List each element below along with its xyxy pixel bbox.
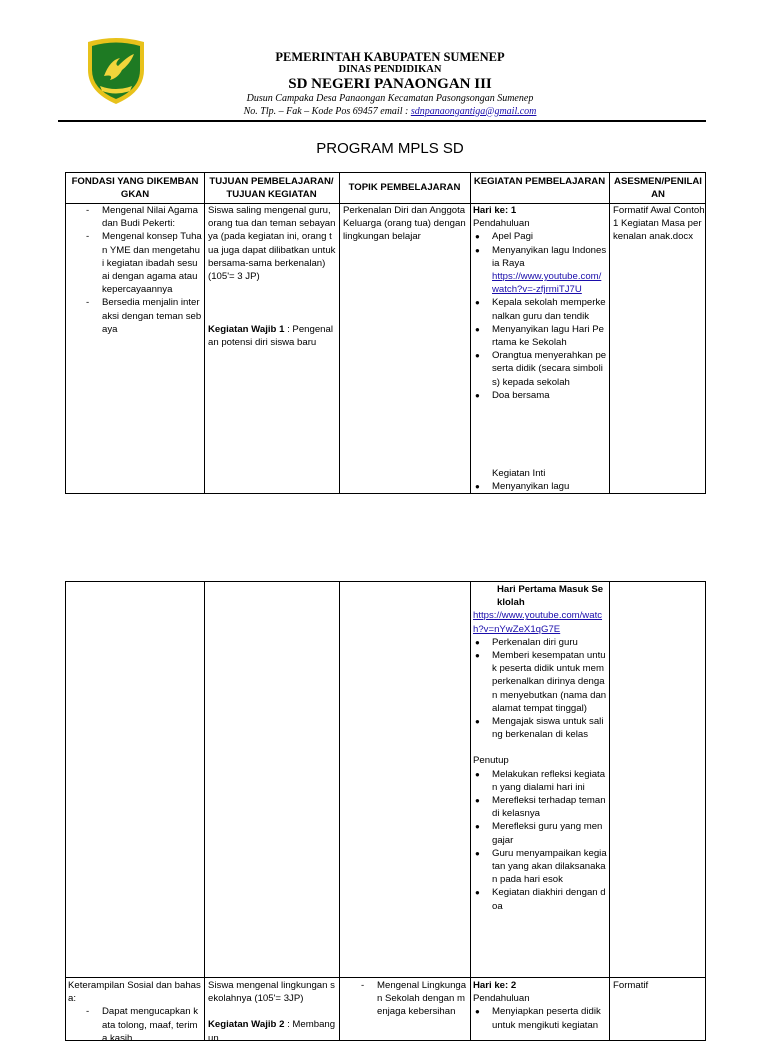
fondasi-intro: Keterampilan Sosial dan bahasa: [68,980,201,1005]
list-item: ● Perkenalan diri guru [473,636,607,649]
letterhead-address: Dusun Campaka Desa Panaongan Kecamatan Pasongsongan Sumenep [246,93,534,104]
letterhead-government: PEMERINTAH KABUPATEN SUMENEP [275,50,505,64]
song-title: Hari Pertama Masuk Seklolah [497,584,604,609]
tujuan-cell-row-2 [208,979,336,1045]
penutup-label: Penutup [473,755,509,767]
list-item: ● Kegiatan diakhiri dengan doa [473,886,607,912]
kegiatan-wajib-2 [208,1018,336,1044]
list-item: ● Menyanyikan lagu Hari Pertama ke Sekolah [473,323,607,349]
page-title: PROGRAM MPLS SD [316,140,464,157]
list-item: ● Merefleksi guru yang mengajar [473,820,607,846]
hari-label: Hari ke: 2 [473,980,517,991]
list-item: ● Menyiapkan peserta didik untuk mengikuti kegiatan [473,1005,607,1031]
letterhead-school-name: SD NEGERI PANAONGAN III [288,76,492,92]
mpls-table-page-2 [65,581,706,1044]
list-item: - Mengenal konsep Tuhan YME dan mengetahui kegiatan ibadah sesuai dengan agama atau kepercayaannya [68,230,202,296]
tujuan-text: Siswa mengenal lingkungan sekolahnya (105'= 3JP) [208,980,335,1005]
list-item: - Mengenal Lingkungan Sekolah dengan menjaga kebersihan [343,979,467,1019]
kegiatan-wajib-1 [208,323,336,349]
pendahuluan-label: Pendahuluan [473,218,530,230]
column-divider [470,173,471,493]
asesmen-cell-row-2: Formatif [613,980,649,991]
tujuan-text: Siswa saling mengenal guru, orang tua dan teman sebayanya (pada kegiatan ini, orang tua juga dapat dilibatkan untuk bersama-sama berkenalan) (105'= 3 JP) [208,205,336,283]
kegiatan-wajib-label: Kegiatan Wajib 2 [208,1019,285,1031]
list-item: ● Menyanyikan lagu [473,480,607,493]
list-item: ● Apel Pagi [473,230,607,243]
letterhead-contact [205,106,575,119]
letterhead-email-link[interactable]: sdnpanaongantiga@gmail.com [410,105,537,117]
header-asesmen: ASESMEN/PENILAIAN [614,176,702,200]
list-item: ● Memberi kesempatan untuk peserta didik untuk memperkenalkan dirinya dengan menyebutkan (nama dan alamat tempat tinggal) [473,649,607,715]
letterhead-department: DINAS PENDIDIKAN [338,64,442,75]
topik-cell: Perkenalan Diri dan Anggota Keluarga (orang tua) dengan lingkungan belajar [343,205,466,243]
letterhead [205,50,575,118]
kegiatan-continuation [473,583,607,913]
kegiatan-wajib-text: : Membangun [208,1019,336,1044]
header-kegiatan: KEGIATAN PEMBELAJARAN [473,176,606,187]
kegiatan-inti-block [473,467,607,493]
hari-label: Hari ke: 1 [473,205,517,216]
letterhead-divider [58,120,706,122]
header-topik: TOPIK PEMBELAJARAN [348,182,461,193]
youtube-link[interactable]: https://www.youtube.com/watch?v=-zfjrmiTJ7U [492,271,602,296]
kegiatan-wajib-text: : Pengenalan potensi diri siswa baru [208,324,333,349]
column-divider [204,173,205,493]
column-divider [609,173,610,493]
pendahuluan-label: Pendahuluan [473,993,530,1005]
column-divider [339,173,340,493]
asesmen-cell: Formatif Awal Contoh 1 Kegiatan Masa perkenalan anak.docx [613,205,705,243]
fondasi-cell [68,204,202,336]
list-item: ● Mengajak siswa untuk saling berkenalan di kelas [473,715,607,741]
list-item-text: Menyanyikan lagu Indonesia Raya [492,244,607,269]
kegiatan-inti-label: Kegiatan Inti [492,468,546,479]
list-item [473,244,607,297]
header-tujuan: TUJUAN PEMBELAJARAN/ TUJUAN KEGIATAN [209,176,334,200]
list-item: ● Guru menyampaikan kegiatan yang akan dilaksanakan pada hari esok [473,847,607,887]
mpls-table-page-1 [65,172,706,494]
table-row-divider [66,582,705,978]
list-item: ● Doa bersama [473,389,607,402]
list-item: - Dapat mengucapkan kata tolong, maaf, terima kasih [68,1005,202,1045]
youtube-link[interactable]: https://www.youtube.com/watch?v=nYwZeX1qG7E [473,610,603,635]
letterhead-contact-text: No. Tlp. – Fak – Kode Pos 69457 email : [243,105,411,117]
list-item: - Mengenal Nilai Agama dan Budi Pekerti: [68,204,202,230]
topik-cell-row-2 [343,979,467,1019]
list-item: ● Orangtua menyerahkan peserta didik (secara simbolis) kepada sekolah [473,349,607,389]
school-logo [84,36,148,106]
list-item: ● Kepala sekolah memperkenalkan guru dan tendik [473,296,607,322]
list-item: - Bersedia menjalin interaksi dengan teman sebaya [68,296,202,336]
fondasi-cell-row-2 [68,979,202,1045]
tujuan-cell [208,204,336,350]
kegiatan-cell [473,204,607,402]
header-fondasi: FONDASI YANG DIKEMBANGKAN [71,176,199,200]
list-item: ● Merefleksi terhadap teman di kelasnya [473,794,607,820]
kegiatan-wajib-label: Kegiatan Wajib 1 [208,324,285,336]
list-item: ● Melakukan refleksi kegiatan yang dialami hari ini [473,768,607,794]
